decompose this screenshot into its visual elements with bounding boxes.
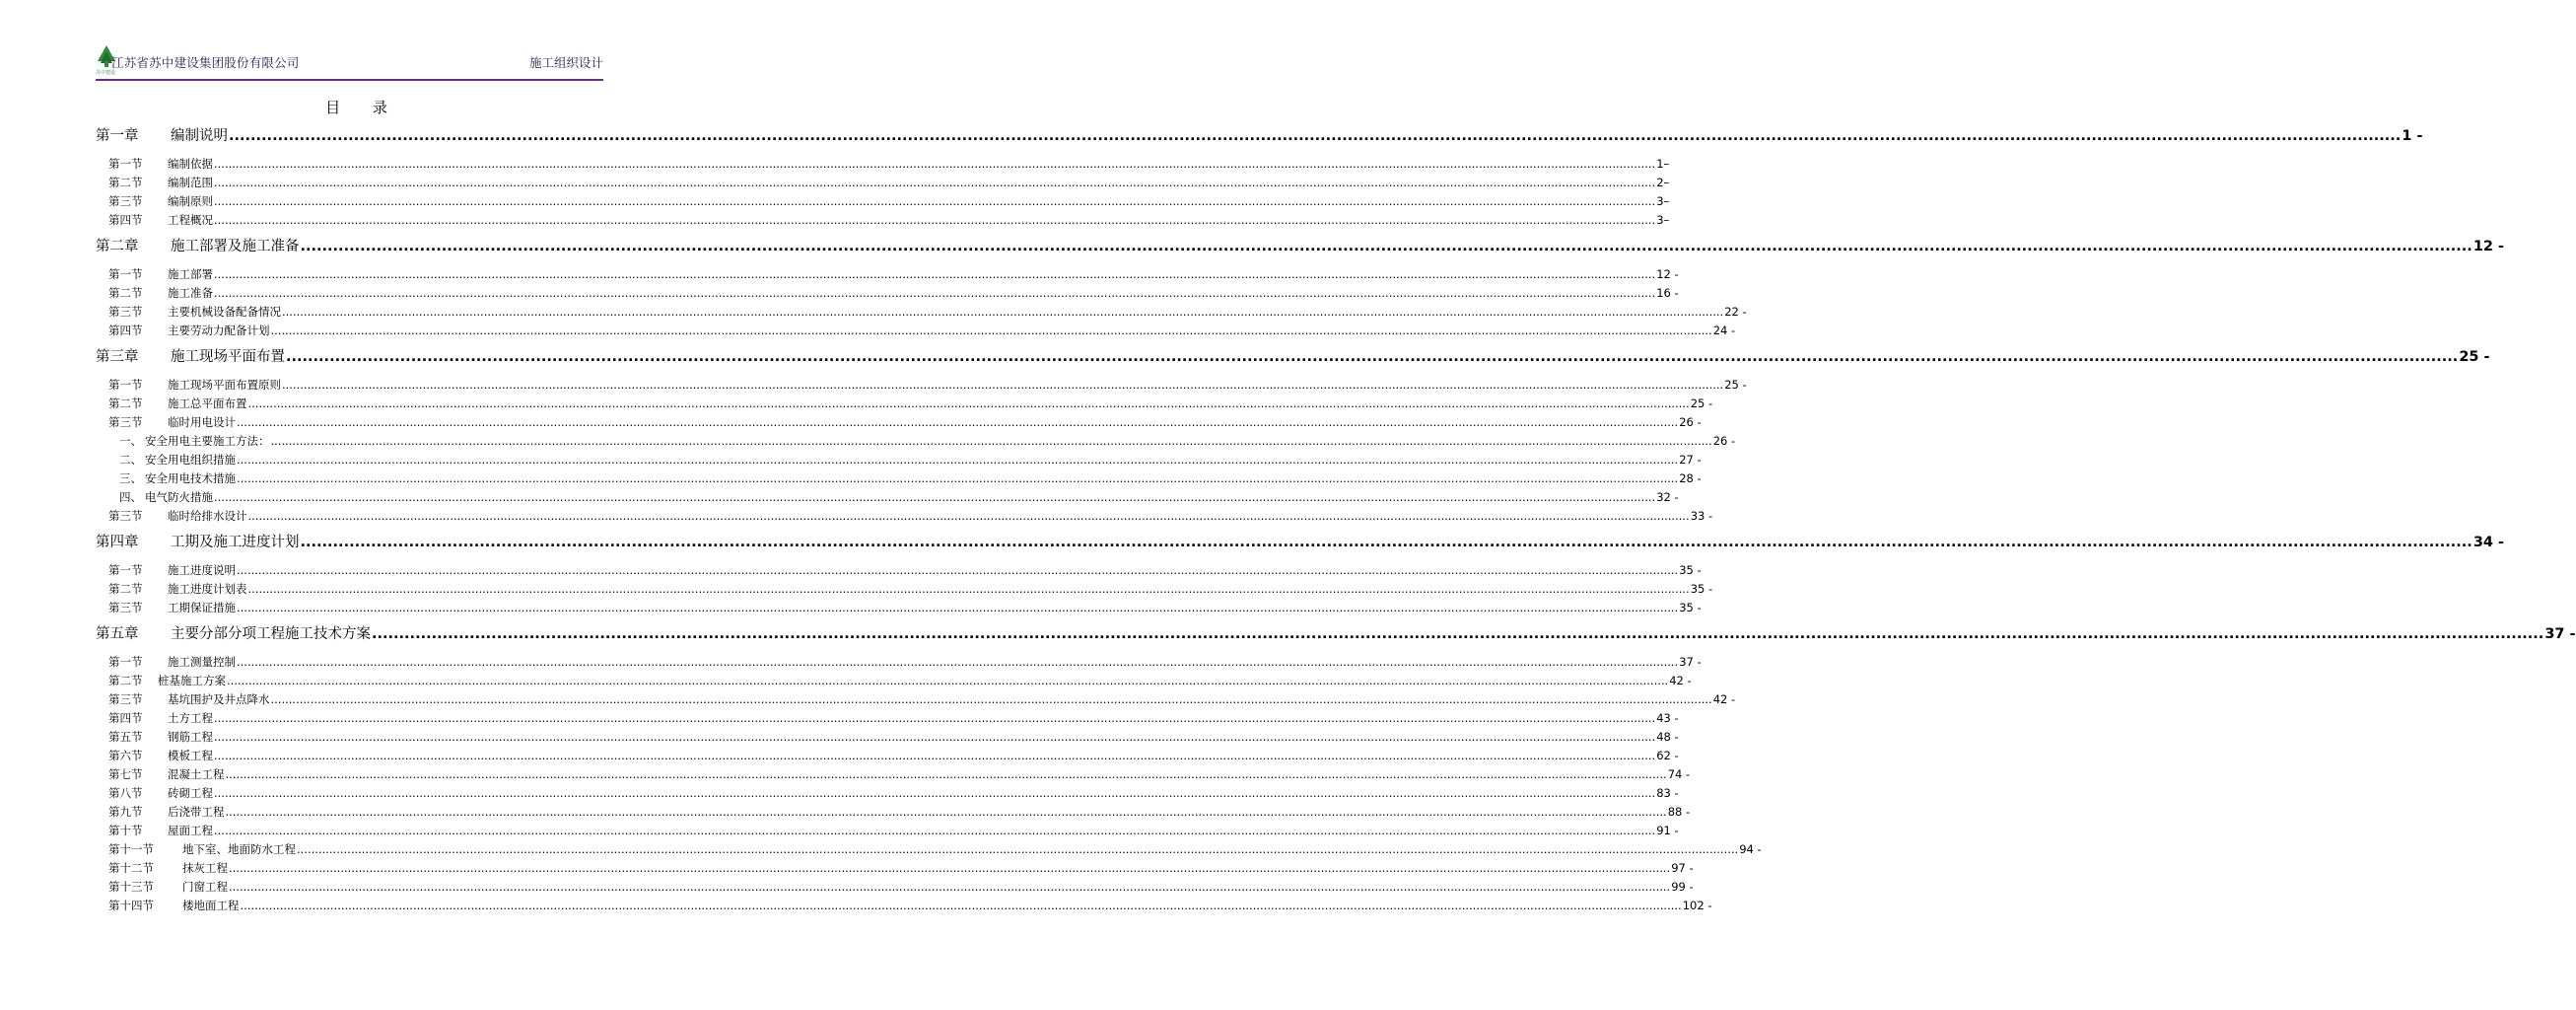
toc-page-number: 25 - [1690, 397, 1713, 410]
toc-section-row[interactable] [108, 285, 1679, 301]
toc-entry-title: 砖砌工程 [168, 786, 213, 800]
toc-entry-number: 一、 [119, 434, 142, 448]
toc-entry-number: 第三节 [108, 509, 143, 523]
toc-page-number: 97 - [1671, 861, 1694, 875]
toc-section-row[interactable] [108, 414, 1702, 430]
toc-page-number: 48 - [1656, 730, 1679, 744]
toc-page-number: 1 - [2402, 128, 2423, 144]
toc-page-number: 35 - [1679, 563, 1702, 577]
document-title: 施工组织设计 [528, 55, 603, 70]
toc-entry-number: 四、 [119, 490, 142, 504]
toc-entry-number: 第四章 [96, 535, 139, 550]
toc-section-row[interactable] [108, 377, 1747, 393]
toc-entry-number: 第十一节 [108, 842, 154, 856]
toc-dot-leader: ................................................................................................................................................................................................................................................................................................................................................................................................................ [372, 626, 2544, 642]
toc-page-number: 1– [1656, 157, 1670, 171]
toc-entry-title: 后浇带工程 [168, 805, 225, 819]
toc-dot-leader: ................................................................................................................................................................................................................................................................................................................................................................................................................ [214, 157, 1656, 171]
toc-chapter-row[interactable] [96, 533, 2505, 552]
toc-entry-title: 屋面工程 [168, 824, 213, 837]
toc-entry-number: 第一章 [96, 128, 139, 144]
toc-section-row[interactable] [108, 304, 1747, 320]
toc-entry-number: 第三节 [108, 692, 143, 706]
toc-chapter-row[interactable] [96, 624, 2576, 644]
toc-section-row[interactable] [108, 266, 1679, 282]
toc-entry-title: 施工现场平面布置原则 [168, 378, 281, 392]
toc-dot-leader: ................................................................................................................................................................................................................................................................................................................................................................................................................ [237, 563, 1679, 577]
toc-entry-title: 楼地面工程 [182, 899, 240, 912]
toc-entry-number: 第四节 [108, 711, 143, 725]
toc-entry-number: 第一节 [108, 655, 143, 669]
toc-page-number: 62 - [1656, 749, 1679, 762]
toc-section-row[interactable] [108, 193, 1670, 209]
toc-dot-leader: ................................................................................................................................................................................................................................................................................................................................................................................................................ [214, 786, 1656, 800]
toc-entry-number: 第二章 [96, 239, 139, 254]
toc-dot-leader: ................................................................................................................................................................................................................................................................................................................................................................................................................ [214, 711, 1656, 725]
toc-page-number: 42 - [1712, 692, 1736, 706]
toc-entry-number: 第二节 [108, 397, 143, 410]
toc-entry-title: 电气防火措施 [145, 490, 213, 504]
toc-section-row[interactable] [108, 860, 1694, 876]
toc-page-number: 12 - [2472, 239, 2505, 254]
toc-entry-number: 第一节 [108, 563, 143, 577]
toc-dot-leader: ................................................................................................................................................................................................................................................................................................................................................................................................................ [270, 692, 1712, 706]
toc-dot-leader: ................................................................................................................................................................................................................................................................................................................................................................................................................ [270, 324, 1712, 337]
toc-page-number: 12 - [1656, 267, 1679, 281]
toc-entry-number: 第四节 [108, 324, 143, 337]
toc-dot-leader: ................................................................................................................................................................................................................................................................................................................................................................................................................ [214, 730, 1656, 744]
toc-entry-title: 抹灰工程 [182, 861, 228, 875]
toc-dot-leader: ................................................................................................................................................................................................................................................................................................................................................................................................................ [214, 267, 1656, 281]
toc-entry-title: 编制依据 [168, 157, 213, 171]
toc-entry-title: 临时给排水设计 [168, 509, 247, 523]
toc-heading-char-2: 录 [372, 99, 387, 116]
toc-entry-number: 第十三节 [108, 880, 154, 894]
toc-section-row[interactable] [108, 823, 1679, 838]
toc-page-number: 16 - [1656, 286, 1679, 300]
toc-dot-leader: ................................................................................................................................................................................................................................................................................................................................................................................................................ [214, 490, 1656, 504]
toc-subitem-row[interactable] [119, 489, 1679, 505]
toc-page-number: 34 - [2472, 535, 2505, 550]
toc-page-number: 32 - [1656, 490, 1679, 504]
toc-entry-number: 第二节 [108, 286, 143, 300]
toc-entry-number: 第六节 [108, 749, 143, 762]
toc-entry-number: 第一节 [108, 378, 143, 392]
toc-chapter-row[interactable] [96, 126, 2423, 146]
toc-entry-number: 第八节 [108, 786, 143, 800]
toc-heading-char-1: 目 [325, 99, 341, 116]
toc-entry-number: 第二节 [108, 176, 143, 189]
toc-entry-title: 施工现场平面布置 [171, 349, 285, 365]
svg-text:苏中建设: 苏中建设 [96, 70, 116, 76]
toc-dot-leader: ................................................................................................................................................................................................................................................................................................................................................................................................................ [229, 880, 1671, 894]
toc-section-row[interactable] [108, 156, 1670, 172]
toc-entry-title: 安全用电技术措施 [145, 471, 236, 485]
toc-dot-leader: ................................................................................................................................................................................................................................................................................................................................................................................................................ [270, 434, 1712, 448]
toc-subitem-row[interactable] [119, 433, 1736, 449]
toc-page-number: 33 - [1690, 509, 1713, 523]
toc-entry-title: 土方工程 [168, 711, 213, 725]
toc-chapter-row[interactable] [96, 347, 2490, 367]
toc-entry-number: 第二节 [108, 674, 143, 687]
toc-entry-number: 第十节 [108, 824, 143, 837]
toc-entry-number: 第一节 [108, 157, 143, 171]
toc-entry-number: 第十四节 [108, 899, 154, 912]
toc-subitem-row[interactable] [119, 452, 1702, 468]
toc-subitem-row[interactable] [119, 470, 1702, 486]
toc-dot-leader: ................................................................................................................................................................................................................................................................................................................................................................................................................ [227, 674, 1669, 687]
toc-entry-title: 桩基施工方案 [158, 674, 226, 687]
toc-section-row[interactable] [108, 600, 1702, 615]
toc-page-number: 27 - [1679, 453, 1702, 467]
toc-page-number: 26 - [1679, 415, 1702, 429]
toc-dot-leader: ................................................................................................................................................................................................................................................................................................................................................................................................................ [240, 899, 1682, 912]
toc-entry-number: 第十二节 [108, 861, 154, 875]
toc-entry-number: 第二节 [108, 582, 143, 596]
toc-entry-number: 第五节 [108, 730, 143, 744]
toc-section-row[interactable] [108, 508, 1713, 524]
toc-dot-leader: ................................................................................................................................................................................................................................................................................................................................................................................................................ [282, 305, 1724, 319]
toc-section-row[interactable] [108, 581, 1713, 597]
toc-chapter-row[interactable] [96, 237, 2505, 256]
toc-dot-leader: ................................................................................................................................................................................................................................................................................................................................................................................................................ [282, 378, 1724, 392]
toc-dot-leader: ................................................................................................................................................................................................................................................................................................................................................................................................................ [229, 128, 2402, 144]
toc-page-number: 43 - [1656, 711, 1679, 725]
toc-entry-title: 施工测量控制 [168, 655, 236, 669]
toc-page-number: 94 - [1739, 842, 1762, 856]
toc-entry-number: 第三节 [108, 601, 143, 614]
toc-entry-number: 二、 [119, 453, 142, 467]
company-name: 江苏省苏中建设集团股份有限公司 [111, 55, 300, 70]
toc-entry-title: 施工进度计划表 [168, 582, 247, 596]
toc-entry-title: 钢筋工程 [168, 730, 213, 744]
toc-page-number: 3– [1656, 194, 1670, 208]
toc-entry-title: 主要机械设备配备情况 [168, 305, 281, 319]
toc-dot-leader: ................................................................................................................................................................................................................................................................................................................................................................................................................ [247, 582, 1690, 596]
toc-dot-leader: ................................................................................................................................................................................................................................................................................................................................................................................................................ [286, 349, 2459, 365]
toc-section-row[interactable] [108, 691, 1736, 707]
toc-page-number: 24 - [1712, 324, 1736, 337]
toc-dot-leader: ................................................................................................................................................................................................................................................................................................................................................................................................................ [297, 842, 1739, 856]
toc-section-row[interactable] [108, 673, 1692, 688]
toc-dot-leader: ................................................................................................................................................................................................................................................................................................................................................................................................................ [214, 194, 1656, 208]
toc-section-row[interactable] [108, 748, 1679, 763]
toc-entry-number: 第三节 [108, 305, 143, 319]
toc-page-number: 28 - [1679, 471, 1702, 485]
toc-section-row[interactable] [108, 729, 1679, 745]
toc-page-number: 102 - [1682, 899, 1712, 912]
toc-section-row[interactable] [108, 785, 1679, 801]
toc-page-number: 26 - [1712, 434, 1736, 448]
toc-entry-number: 第三节 [108, 194, 143, 208]
toc-dot-leader: ................................................................................................................................................................................................................................................................................................................................................................................................................ [247, 397, 1690, 410]
toc-section-row[interactable] [108, 841, 1762, 857]
toc-entry-title: 工程概况 [168, 213, 213, 227]
toc-entry-number: 第一节 [108, 267, 143, 281]
toc-dot-leader: ................................................................................................................................................................................................................................................................................................................................................................................................................ [300, 535, 2472, 550]
toc-entry-title: 施工进度说明 [168, 563, 236, 577]
toc-entry-title: 施工总平面布置 [168, 397, 247, 410]
toc-page-number: 22 - [1724, 305, 1747, 319]
toc-entry-title: 安全用电组织措施 [145, 453, 236, 467]
toc-section-row[interactable] [108, 898, 1712, 913]
toc-entry-number: 第七节 [108, 767, 143, 781]
toc-dot-leader: ................................................................................................................................................................................................................................................................................................................................................................................................................ [214, 176, 1656, 189]
toc-page-number: 2– [1656, 176, 1670, 189]
toc-entry-title: 地下室、地面防水工程 [182, 842, 296, 856]
toc-section-row[interactable] [108, 879, 1694, 895]
toc-entry-number: 第三节 [108, 415, 143, 429]
toc-entry-title: 施工部署及施工准备 [171, 239, 300, 254]
toc-entry-title: 混凝土工程 [168, 767, 225, 781]
toc-dot-leader: ................................................................................................................................................................................................................................................................................................................................................................................................................ [214, 824, 1656, 837]
toc-entry-title: 基坑围护及井点降水 [168, 692, 270, 706]
toc-section-row[interactable] [108, 766, 1691, 782]
toc-dot-leader: ................................................................................................................................................................................................................................................................................................................................................................................................................ [300, 239, 2472, 254]
toc-entry-title: 临时用电设计 [168, 415, 236, 429]
toc-dot-leader: ................................................................................................................................................................................................................................................................................................................................................................................................................ [237, 601, 1679, 614]
toc-page-number: 42 - [1669, 674, 1692, 687]
toc-entry-number: 第五章 [96, 626, 139, 642]
toc-entry-title: 编制说明 [171, 128, 228, 144]
toc-page-number: 25 - [1724, 378, 1747, 392]
toc-dot-leader: ................................................................................................................................................................................................................................................................................................................................................................................................................ [214, 286, 1656, 300]
toc-entry-number: 第三章 [96, 349, 139, 365]
toc-dot-leader: ................................................................................................................................................................................................................................................................................................................................................................................................................ [237, 453, 1679, 467]
toc-page-number: 35 - [1690, 582, 1713, 596]
toc-entry-title: 主要劳动力配备计划 [168, 324, 270, 337]
toc-page-number: 88 - [1667, 805, 1691, 819]
toc-page-number: 25 - [2459, 349, 2490, 365]
toc-entry-title: 编制原则 [168, 194, 213, 208]
toc-page-number: 83 - [1656, 786, 1679, 800]
toc-dot-leader: ................................................................................................................................................................................................................................................................................................................................................................................................................ [237, 415, 1679, 429]
toc-dot-leader: ................................................................................................................................................................................................................................................................................................................................................................................................................ [225, 767, 1667, 781]
toc-page-number: 37 - [2544, 626, 2576, 642]
toc-dot-leader: ................................................................................................................................................................................................................................................................................................................................................................................................................ [214, 749, 1656, 762]
toc-dot-leader: ................................................................................................................................................................................................................................................................................................................................................................................................................ [247, 509, 1690, 523]
toc-page-number: 35 - [1679, 601, 1702, 614]
toc-entry-title: 施工部署 [168, 267, 213, 281]
toc-dot-leader: ................................................................................................................................................................................................................................................................................................................................................................................................................ [225, 805, 1667, 819]
toc-entry-title: 门窗工程 [182, 880, 228, 894]
toc-page-number: 37 - [1679, 655, 1702, 669]
toc-entry-title: 工期及施工进度计划 [171, 535, 300, 550]
toc-dot-leader: ................................................................................................................................................................................................................................................................................................................................................................................................................ [237, 655, 1679, 669]
toc-dot-leader: ................................................................................................................................................................................................................................................................................................................................................................................................................ [214, 213, 1656, 227]
toc-section-row[interactable] [108, 804, 1691, 820]
toc-entry-title: 模板工程 [168, 749, 213, 762]
toc-entry-number: 三、 [119, 471, 142, 485]
toc-entry-title: 安全用电主要施工方法： [145, 434, 270, 448]
toc-section-row[interactable] [108, 562, 1702, 578]
toc-section-row[interactable] [108, 212, 1670, 228]
toc-entry-number: 第九节 [108, 805, 143, 819]
toc-section-row[interactable] [108, 654, 1702, 670]
toc-section-row[interactable] [108, 175, 1670, 190]
toc-entry-title: 工期保证措施 [168, 601, 236, 614]
toc-entry-title: 编制范围 [168, 176, 213, 189]
toc-page-number: 91 - [1656, 824, 1679, 837]
toc-section-row[interactable] [108, 710, 1679, 726]
toc-section-row[interactable] [108, 323, 1736, 338]
toc-dot-leader: ................................................................................................................................................................................................................................................................................................................................................................................................................ [229, 861, 1671, 875]
toc-dot-leader: ................................................................................................................................................................................................................................................................................................................................................................................................................ [237, 471, 1679, 485]
toc-entry-number: 第四节 [108, 213, 143, 227]
toc-page-number: 99 - [1671, 880, 1694, 894]
toc-entry-title: 主要分部分项工程施工技术方案 [171, 626, 371, 642]
toc-section-row[interactable] [108, 396, 1713, 411]
toc-entry-title: 施工准备 [168, 286, 213, 300]
toc-page-number: 3– [1656, 213, 1670, 227]
toc-page-number: 74 - [1667, 767, 1691, 781]
